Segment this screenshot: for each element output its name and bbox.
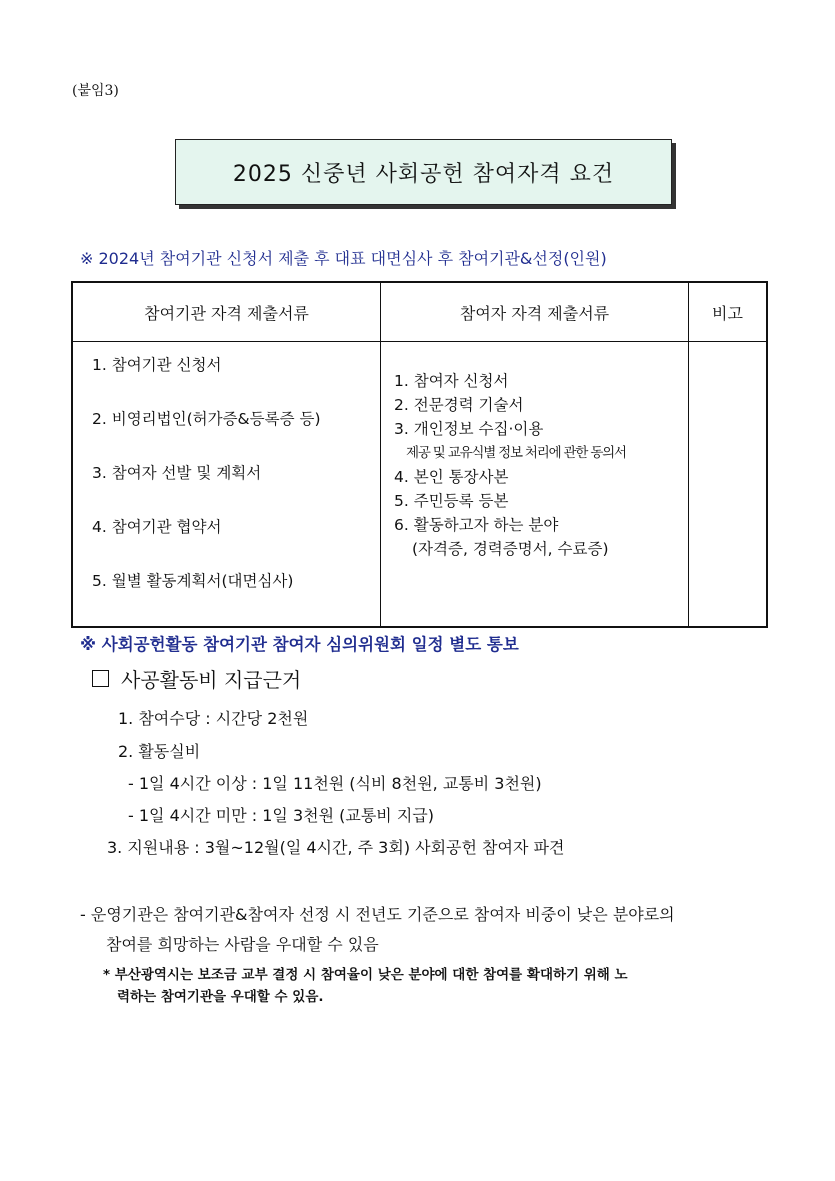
- list-item: 3. 개인정보 수집·이용: [394, 420, 544, 438]
- list-item: 4. 참여기관 협약서: [92, 518, 222, 536]
- list-item: 5. 주민등록 등본: [394, 492, 509, 510]
- page-title-box: [175, 139, 672, 205]
- list-item-continuation: 제공 및 교유식별 정보 처리에 관한 동의서: [406, 445, 626, 461]
- table-header-row: [72, 282, 767, 342]
- note-line: * 부산광역시는 보조금 교부 결정 시 참여율이 낮은 분야에 대한 참여를 확대하기 위해 노: [103, 967, 628, 983]
- header-remarks: 비고: [689, 282, 768, 342]
- list-item: 1. 참여자 신청서: [394, 372, 509, 390]
- list-item-continuation: (자격증, 경력증명서, 수료증): [412, 540, 609, 558]
- checkbox-square-icon: [92, 670, 109, 687]
- paragraph-line: 참여를 희망하는 사람을 우대할 수 있음: [106, 935, 379, 954]
- preference-paragraph: [80, 900, 780, 960]
- list-item: 4. 본인 통장사본: [394, 468, 509, 486]
- header-participant-docs: 참여자 자격 제출서류: [381, 282, 689, 342]
- institution-docs-cell: [72, 342, 381, 628]
- list-item: 3. 참여자 선발 및 계획서: [92, 464, 262, 482]
- notice-committee: ※ 사회공헌활동 참여기관 참여자 심의위원회 일정 별도 통보: [80, 635, 519, 654]
- header-institution-docs: 참여기관 자격 제출서류: [72, 282, 381, 342]
- item-expenses-under4h: - 1일 4시간 미만 : 1일 3천원 (교통비 지급): [128, 806, 434, 825]
- note-line: 력하는 참여기관을 우대할 수 있음.: [117, 989, 324, 1005]
- notice-selection: ※ 2024년 참여기관 신청서 제출 후 대표 대면심사 후 참여기관&선정(인원): [80, 249, 607, 268]
- item-support: 3. 지원내용 : 3월~12월(일 4시간, 주 3회) 사회공헌 참여자 파견: [107, 838, 565, 857]
- item-allowance: 1. 참여수당 : 시간당 2천원: [118, 709, 309, 728]
- list-item: 2. 전문경력 기술서: [394, 396, 524, 414]
- page-title: 2025 신중년 사회공헌 참여자격 요건: [232, 161, 615, 187]
- participant-docs-cell: [381, 342, 689, 628]
- busan-note: [103, 964, 768, 1008]
- list-item: 1. 참여기관 신청서: [92, 356, 222, 374]
- table-row: [72, 342, 767, 628]
- list-item: 5. 월별 활동계획서(대면심사): [92, 572, 294, 590]
- item-expenses-over4h: - 1일 4시간 이상 : 1일 11천원 (식비 8천원, 교통비 3천원): [128, 774, 542, 793]
- requirements-table: [71, 281, 768, 628]
- list-item: 2. 비영리법인(허가증&등록증 등): [92, 410, 321, 428]
- section-title: 사공활동비 지급근거: [121, 668, 302, 692]
- paragraph-line: - 운영기관은 참여기관&참여자 선정 시 전년도 기준으로 참여자 비중이 낮은 분야로의: [80, 905, 675, 924]
- remarks-cell: [689, 342, 768, 628]
- section-heading: [92, 664, 301, 693]
- item-expenses: 2. 활동실비: [118, 742, 201, 761]
- list-item: 6. 활동하고자 하는 분야: [394, 516, 559, 534]
- attachment-label: (붙임3): [72, 83, 119, 99]
